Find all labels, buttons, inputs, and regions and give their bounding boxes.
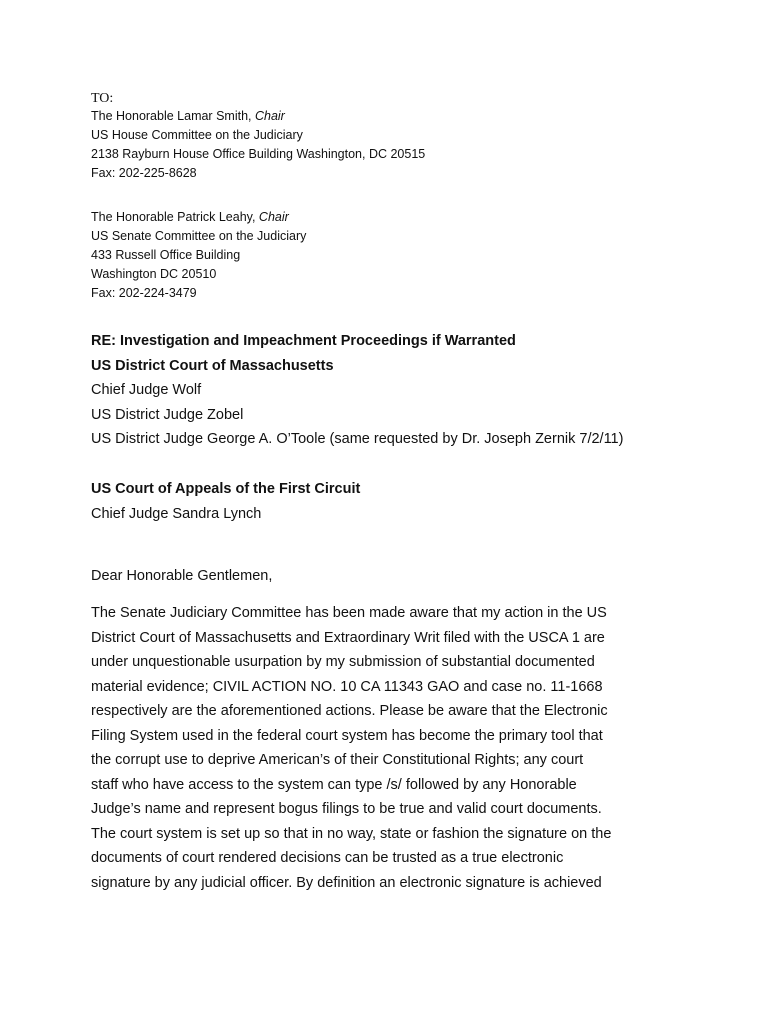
recipient-name-text: The Honorable Patrick Leahy, [91, 210, 259, 224]
judge-line: US District Judge George A. O’Toole (same requested by Dr. Joseph Zernik 7/2/11) [91, 431, 624, 447]
recipient-title: Chair [258, 210, 289, 224]
re-section-district-court [91, 329, 623, 452]
body-line: respectively are the aforementioned actions. Please be aware that the Electronic [91, 703, 608, 719]
judge-line: US District Judge Zobel [91, 406, 244, 423]
address-line: Washington DC 20510 [91, 267, 217, 281]
body-line: The Senate Judiciary Committee has been made aware that my action in the US [91, 605, 607, 621]
recipient-name-text: The Honorable Lamar Smith, [91, 109, 255, 123]
body-line: material evidence; CIVIL ACTION NO. 10 CA 11343 GAO and case no. 11-1668 [91, 678, 603, 695]
body-line: The court system is set up so that in no way, state or fashion the signature on the [91, 825, 612, 842]
body-line: under unquestionable usurpation by my submission of substantial documented [91, 654, 595, 670]
court-heading: US Court of Appeals of the First Circuit [91, 481, 361, 497]
recipient-address-senate [91, 208, 306, 303]
body-line: signature by any judicial officer. By definition an electronic signature is achieved [91, 874, 602, 891]
re-subject: RE: Investigation and Impeachment Proceedings if Warranted [91, 333, 516, 349]
address-line: 2138 Rayburn House Office Building Washington, DC 20515 [91, 147, 426, 161]
address-line: 433 Russell Office Building [91, 248, 241, 262]
fax-line: Fax: 202-224-3479 [91, 286, 197, 300]
fax-line: Fax: 202-225-8628 [91, 166, 197, 180]
recipient-address-house [91, 107, 425, 183]
recipient-title: Chair [254, 109, 285, 123]
body-line: the corrupt use to deprive American’s of their Constitutional Rights; any court [91, 752, 584, 768]
address-line: US House Committee on the Judiciary [91, 128, 303, 142]
body-line: Judge’s name and represent bogus filings to be true and valid court documents. [91, 801, 602, 817]
court-heading: US District Court of Massachusetts [91, 357, 334, 374]
body-paragraph [91, 601, 681, 895]
body-line: documents of court rendered decisions can be trusted as a true electronic [91, 850, 564, 866]
body-line: staff who have access to the system can type /s/ followed by any Honorable [91, 776, 577, 793]
recipient-name [91, 208, 306, 227]
body-line: Filing System used in the federal court system has become the primary tool that [91, 727, 603, 744]
body-line: District Court of Massachusetts and Extraordinary Writ filed with the USCA 1 are [91, 629, 605, 646]
address-line: US Senate Committee on the Judiciary [91, 229, 307, 243]
salutation: Dear Honorable Gentlemen, [91, 568, 273, 584]
re-section-appeals-court [91, 477, 360, 526]
to-label: TO: [91, 91, 114, 106]
judge-line: Chief Judge Sandra Lynch [91, 505, 262, 522]
judge-line: Chief Judge Wolf [91, 382, 202, 398]
recipient-name [91, 107, 425, 126]
